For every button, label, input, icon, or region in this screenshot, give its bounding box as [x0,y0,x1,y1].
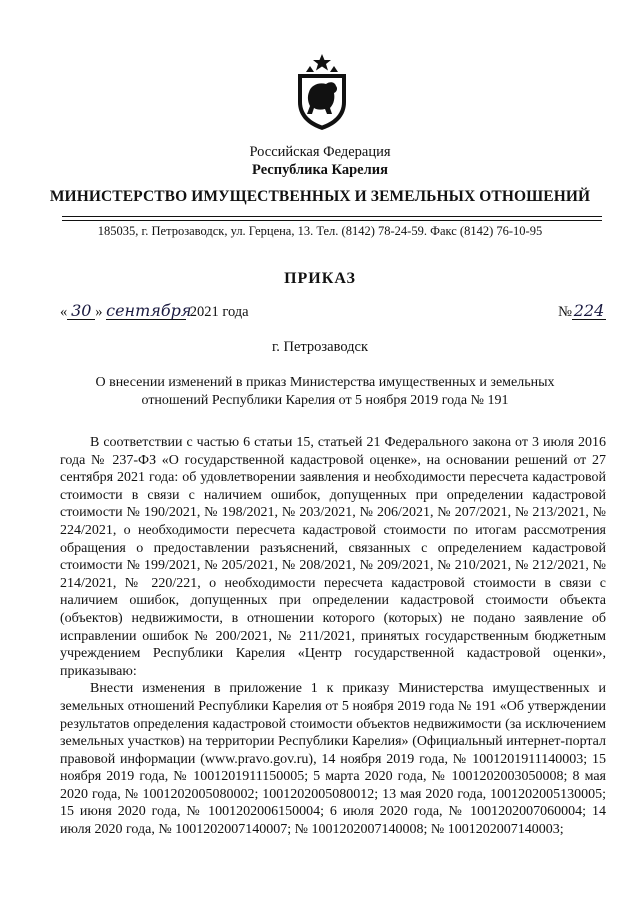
ministry-name: МИНИСТЕРСТВО ИМУЩЕСТВЕННЫХ И ЗЕМЕЛЬНЫХ ОТНОШЕНИЙ [49,188,591,205]
body-paragraph-2: Внести изменения в приложение 1 к приказу Министерства имущественных и земельных отношений Республики Карелия от 5 ноября 2019 года № 191 «Об утверждении результатов определения кадастровой стоимости объектов недвижимости (за исключением земельных участков) на территории Республики Карелия» (Официальный интернет-портал правовой информации (www.pravo.gov.ru), 14 ноября 2019 года, № 1001201911140003; 15 ноября 2019 года, № 1001201911150005; 5 марта 2020 года, № 1001202003050008; 8 мая 2020 года, № 1001202005080002; 1001202005080012; 13 мая 2020 года, 1001202005130005; 15 июня 2020 года, № 1001202006150004; 6 июля 2020 года, № 1001202007060004; 14 июля 2020 года, № 1001202007140007; № 1001202007140008; № 1001202007140003; [60,681,606,838]
country-name: Российская Федерация [249,144,391,160]
city-name: г. Петрозаводск [271,339,369,355]
number-handwritten: 224 [573,301,605,320]
order-number [558,303,606,321]
date-month-handwritten: сентября [106,301,192,320]
karelia-coat-of-arms-icon [292,52,352,132]
document-type-title: ПРИКАЗ [284,270,356,287]
number-prefix: № [558,304,572,320]
date-quote-close: » [95,304,103,320]
order-body [60,434,606,839]
date-day-handwritten: 30 [67,303,95,320]
date-year: 2021 года [189,304,249,320]
body-paragraph-1: В соответствии с частью 6 статьи 15, статьей 21 Федерального закона от 3 июля 2016 года № 237-ФЗ «О государственной кадастровой оценке», на основании решений от 27 сентября 2021 года: об удовлетворении заявления и необходимости пересчета кадастровой стоимости в связи с наличием ошибок, допущенных при определении кадастровой стоимости № 190/2021, № 198/2021, № 203/2021, № 206/2021, № 207/2021, № 213/2021, № 224/2021, о необходимости пересчета кадастровой стоимости по итогам рассмотрения обращения о предоставлении разъяснений, связанных с определением кадастровой стоимости № 199/2021, № 205/2021, № 208/2021, № 209/2021, № 210/2021, № 212/2021, № 214/2021, № 220/221, о необходимости пересчета кадастровой стоимости в связи с наличием ошибок, допущенных при определении кадастровой стоимости объекта (объектов) недвижимости, в отношении которого (которых) не подано заявление об исправлении ошибок № 200/2021, № 211/2021, принятых государственным бюджетным учреждением Республики Карелия «Центр государственной кадастровой оценки», приказываю: [60,435,606,679]
date-quote-open: « [60,304,68,320]
header-rule-thin [62,220,602,221]
order-subject: О внесении изменений в приказ Министерства имущественных и земельных отношений Республики Карелия от 5 ноября 2019 года № 191 [95,375,555,408]
republic-name: Республика Карелия [252,162,388,178]
ministry-address: 185035, г. Петрозаводск, ул. Герцена, 13. Тел. (8142) 78-24-59. Факс (8142) 76-10-95 [97,224,543,238]
header-rule-thick [62,216,602,217]
order-date [60,303,249,321]
